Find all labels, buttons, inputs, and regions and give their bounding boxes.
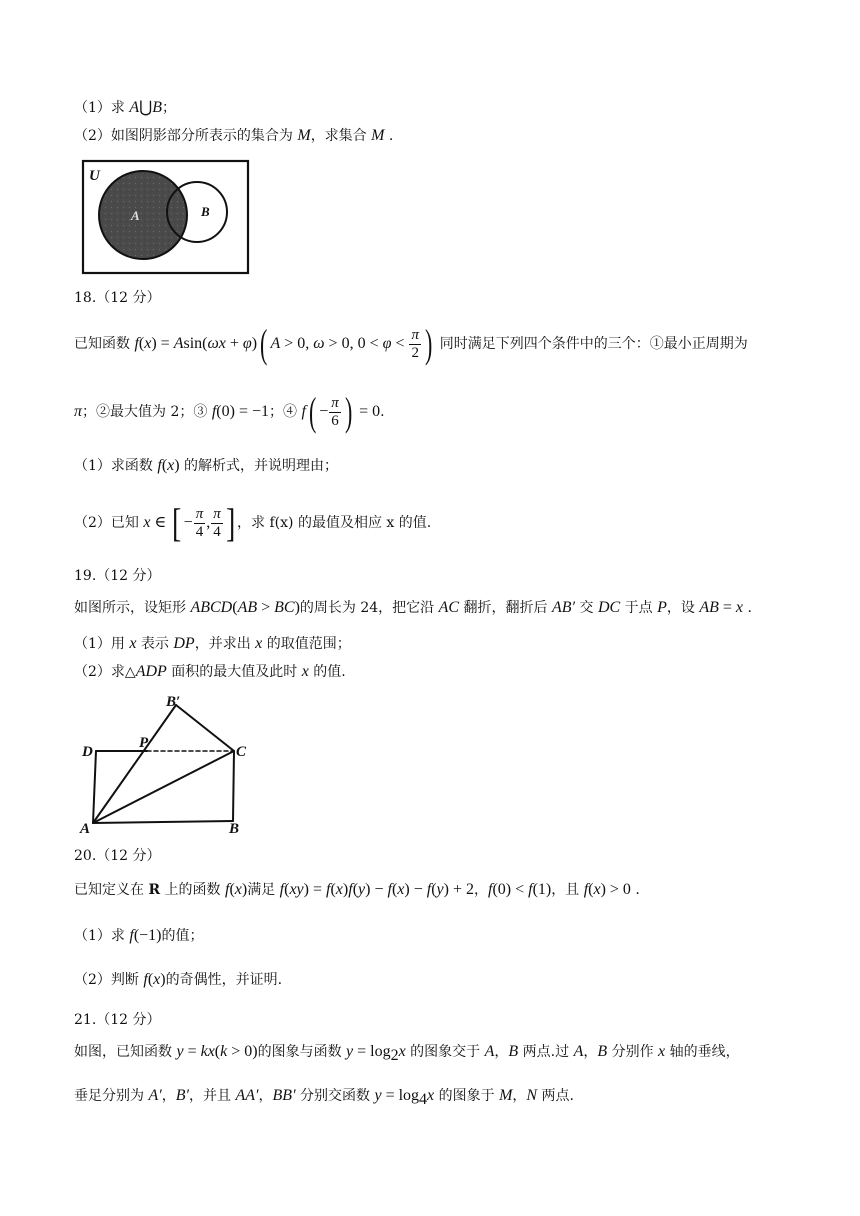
venn-u-label: U xyxy=(89,168,100,184)
edge-a-b xyxy=(93,821,233,823)
p20-stem: 已知定义在 R 上的函数 f(x)满足 f(xy) = f(x)f(y) − f(x) − f(y) + 2，f(0) < f(1)，且 f(x) > 0 . xyxy=(74,881,640,898)
p19-header: 19.（12 分） xyxy=(74,568,161,584)
rectangle-fold-figure xyxy=(76,690,256,840)
vertex-a-label: A xyxy=(80,821,91,837)
p18-part1: （1）求函数 f(x) 的解析式，并说明理由； xyxy=(74,457,339,474)
edge-a-c xyxy=(93,751,234,823)
p19-stem: 如图所示，设矩形 ABCD(AB > BC)的周长为 24，把它沿 AC 翻折，翻折后 AB′ 交 DC 于点 P，设 AB = x . xyxy=(74,599,752,616)
p17-part2: （2）如图阴影部分所表示的集合为 M，求集合 M . xyxy=(74,127,394,144)
p17-part1: （1）求 A⋃B； xyxy=(74,99,177,116)
edge-c-b xyxy=(233,751,234,821)
p20-part1: （1）求 f(−1)的值； xyxy=(74,927,204,944)
p19-part2: （2）求△ADP 面积的最大值及此时 x 的值. xyxy=(74,663,346,680)
vertex-b-label: B xyxy=(229,821,240,837)
p18-part2-suffix: ，求 f(x) 的最值及相应 x 的值. xyxy=(237,515,432,531)
p18-conditions: π；②最大值为 2；③ f(0) = −1；④ f( − $\frac{\pi}{6}$ ) = 0. xyxy=(74,389,385,434)
vertex-d-label: D xyxy=(82,744,93,760)
p19-part1: （1）用 x 表示 DP，并求出 x 的取值范围； xyxy=(74,635,351,652)
p21-header: 21.（12 分） xyxy=(74,1012,161,1028)
p18-header: 18.（12 分） xyxy=(74,290,161,306)
p18-stem-prefix: 已知函数 xyxy=(74,336,130,352)
venn-a-label: A xyxy=(131,208,140,223)
venn-b-label: B xyxy=(201,204,210,219)
p20-header: 20.（12 分） xyxy=(74,848,161,864)
p21-line2: 垂足分别为 A′，B′，并且 AA′，BB′ 分别交函数 $y = \log_4x$ 的图象于 M，N 两点. xyxy=(74,1087,574,1108)
p18-part2: （2）已知 x ∈ [ − $\frac{\pi}{4}$ , $\frac{\pi}{4}$ ] ，求 f(x) 的最值及相应 x 的值. xyxy=(74,500,432,545)
venn-diagram xyxy=(80,158,252,276)
vertex-bprime-label: B′ xyxy=(166,694,181,710)
p18-stem: 已知函数 f(x) = Asin(ωx + φ)( A > 0, ω > 0, 0 < φ < $\frac{\pi}{2}$ ) 同时满足下列四个条件中的三个：①最小正周期为 xyxy=(74,321,748,366)
p20-part2: （2）判断 f(x)的奇偶性，并证明. xyxy=(74,971,283,988)
edge-bprime-c xyxy=(176,705,234,751)
p18-part2-prefix: （2）已知 xyxy=(74,515,139,531)
p18-stem-suffix: 同时满足下列四个条件中的三个：①最小正周期为 xyxy=(439,336,748,352)
vertex-p-label: P xyxy=(139,735,149,751)
edge-d-a xyxy=(93,751,96,823)
vertex-c-label: C xyxy=(236,744,247,760)
edge-a-bprime xyxy=(93,705,176,823)
p21-line1: 如图，已知函数 y = kx(k > 0)的图象与函数 $y = \log_2x$ 的图象交于 A，B 两点.过 A，B 分别作 x 轴的垂线， xyxy=(74,1043,740,1064)
